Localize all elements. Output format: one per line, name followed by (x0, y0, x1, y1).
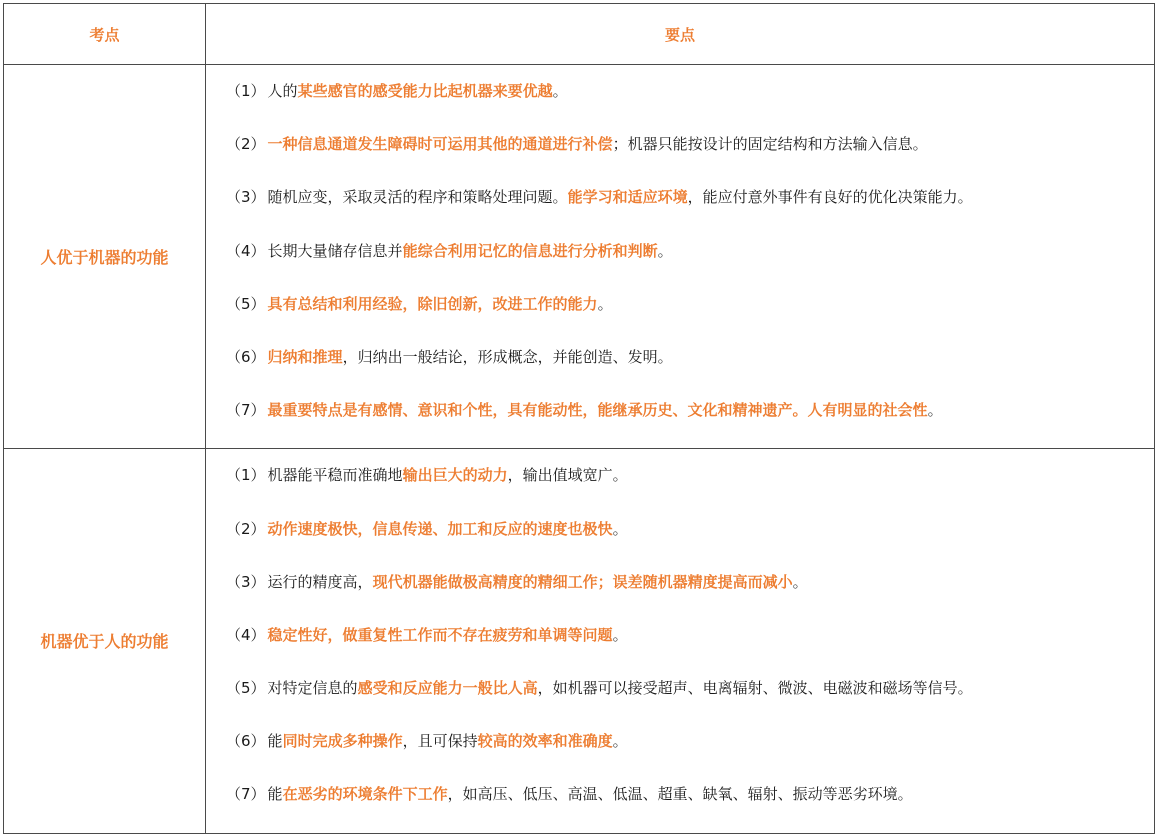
point-item (226, 460, 1154, 513)
point-number: （1） (226, 466, 266, 485)
point-number: （5） (226, 294, 266, 313)
highlighted-text: 归纳和推理 (267, 347, 343, 366)
point-item (226, 673, 1154, 726)
point-text: 。 (612, 732, 628, 751)
highlighted-text: 能学习和适应环境 (567, 188, 688, 207)
comparison-table (3, 3, 1155, 834)
point-item (226, 514, 1154, 567)
point-item (226, 76, 1154, 129)
point-text: ，输出值域宽广。 (507, 466, 628, 485)
point-number: （6） (226, 347, 266, 366)
highlighted-text: 某些感官的感受能力比起机器来要优越 (297, 82, 553, 100)
point-item (226, 236, 1154, 289)
point-text: ，归纳出一般结论，形成概念，并能创造、发明。 (342, 347, 673, 366)
point-text: 。 (792, 572, 808, 591)
header-row (4, 4, 1155, 65)
point-text: 机器能平稳而准确地 (267, 466, 403, 485)
point-text: 运行的精度高， (267, 572, 373, 591)
point-item (226, 620, 1154, 673)
points-cell-human (206, 65, 1155, 449)
point-text: 人的 (267, 82, 298, 100)
highlighted-text: 较高的效率和准确度 (477, 732, 613, 751)
highlighted-text: 能综合利用记忆的信息进行分析和判断 (402, 241, 658, 260)
point-number: （3） (226, 572, 266, 591)
highlighted-text: 在恶劣的环境条件下工作 (282, 785, 448, 804)
point-text: 。 (612, 625, 628, 644)
category-machine-advantages: 机器优于人的功能 (4, 449, 206, 833)
header-exam-point: 考点 (4, 4, 206, 65)
point-text: 长期大量储存信息并 (267, 241, 403, 260)
point-item (226, 567, 1154, 620)
point-list (206, 449, 1154, 832)
section-row-machine (4, 449, 1155, 833)
point-text: 。 (552, 82, 568, 100)
point-text: ，且可保持 (402, 732, 478, 751)
point-number: （4） (226, 241, 266, 260)
highlighted-text: 稳定性好，做重复性工作而不存在疲劳和单调等问题 (267, 625, 613, 644)
highlighted-text: 现代机器能做极高精度的精细工作；误差随机器精度提高而减小 (372, 572, 793, 591)
point-text: 对特定信息的 (267, 679, 358, 698)
point-number: （7） (226, 401, 266, 420)
point-number: （3） (226, 188, 266, 207)
highlighted-text: 具有总结和利用经验，除旧创新，改进工作的能力 (267, 294, 598, 313)
highlighted-text: 动作速度极快，信息传递、加工和反应的速度也极快 (267, 519, 613, 538)
point-item (226, 342, 1154, 395)
highlighted-text: 输出巨大的动力 (402, 466, 508, 485)
header-key-points: 要点 (206, 4, 1155, 65)
point-text: 。 (597, 294, 613, 313)
point-text: 。 (657, 241, 673, 260)
points-cell-machine (206, 449, 1155, 833)
point-number: （2） (226, 135, 266, 154)
highlighted-text: 同时完成多种操作 (282, 732, 403, 751)
point-item (226, 182, 1154, 235)
point-text: ，如高压、低压、高温、低温、超重、缺氧、辐射、振动等恶劣环境。 (447, 785, 913, 804)
category-human-advantages: 人优于机器的功能 (4, 65, 206, 449)
point-number: （2） (226, 519, 266, 538)
highlighted-text: 最重要特点是有感情、意识和个性，具有能动性，能继承历史、文化和精神遗产。人有明显的社会性 (267, 401, 928, 420)
point-number: （6） (226, 732, 266, 751)
point-number: （7） (226, 785, 266, 804)
point-item (226, 779, 1154, 832)
point-number: （4） (226, 625, 266, 644)
point-item (226, 289, 1154, 342)
point-text: 能 (267, 785, 283, 804)
point-item (226, 726, 1154, 779)
point-text: 。 (927, 401, 943, 420)
point-list (206, 65, 1154, 448)
highlighted-text: 一种信息通道发生障碍时可运用其他的通道进行补偿 (267, 135, 613, 154)
point-text: ，能应付意外事件有良好的优化决策能力。 (687, 188, 973, 207)
section-row-human (4, 65, 1155, 449)
point-text: ；机器只能按设计的固定结构和方法输入信息。 (612, 135, 928, 154)
point-text: 随机应变，采取灵活的程序和策略处理问题。 (267, 188, 568, 207)
point-number: （1） (226, 82, 266, 100)
point-item (226, 129, 1154, 182)
point-item (226, 395, 1154, 448)
point-number: （5） (226, 679, 266, 698)
point-text: ，如机器可以接受超声、电离辐射、微波、电磁波和磁场等信号。 (537, 679, 973, 698)
highlighted-text: 感受和反应能力一般比人高 (357, 679, 538, 698)
point-text: 能 (267, 732, 283, 751)
point-text: 。 (612, 519, 628, 538)
